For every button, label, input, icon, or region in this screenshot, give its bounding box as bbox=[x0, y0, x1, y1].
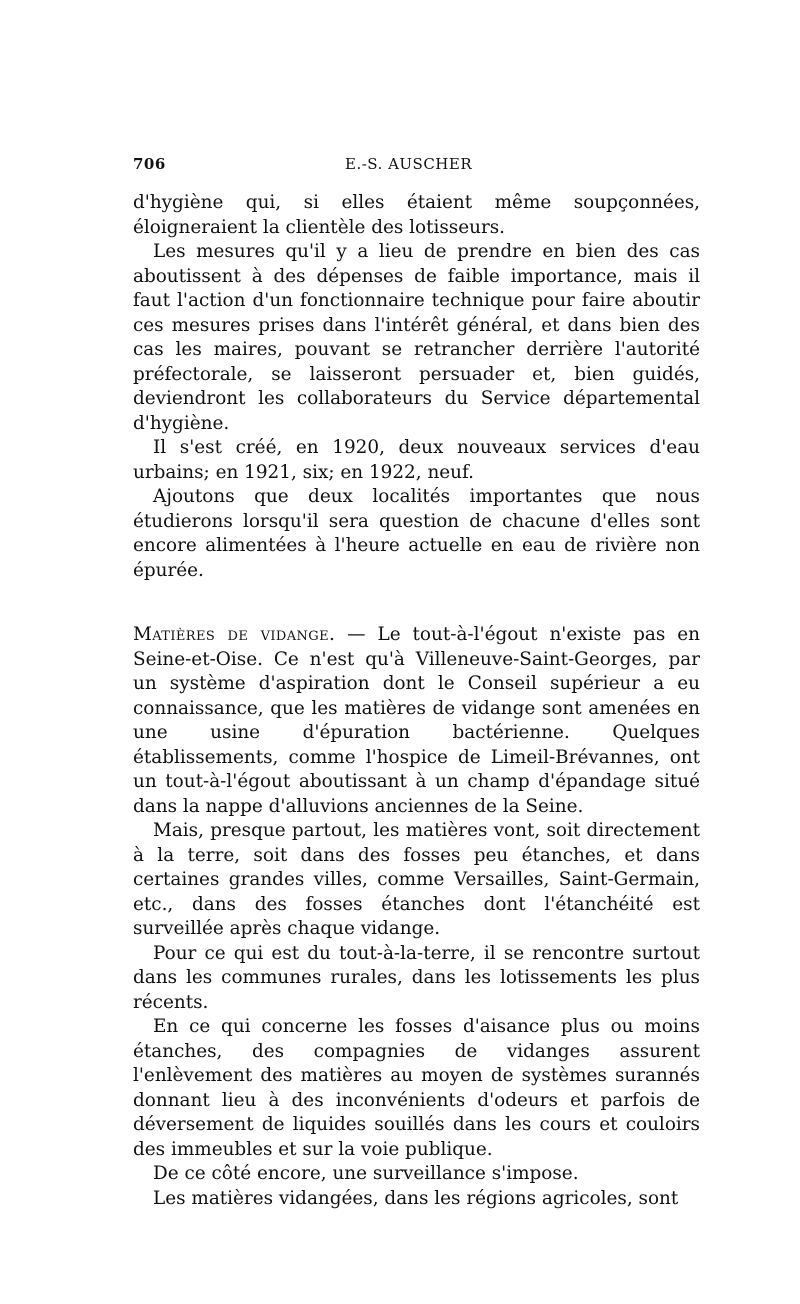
paragraph: Les matières vidangées, dans les régions agricoles, sont bbox=[153, 1187, 679, 1209]
section-heading: Matières de vidange. bbox=[133, 624, 336, 645]
section-text: — Le tout-à-l'égout n'existe pas en Seine-et-Oise. Ce n'est qu'à Villeneuve-Saint-Georges, par un système d'aspiration dont le Conseil supérieur a eu connaissance, que les matières de vidange sont amenées en une usine d'épuration bactérienne. Quelques établissements, comme l'hospice de Limeil-Brévannes, ont un tout-à-l'égout aboutissant à un champ d'épandage situé dans la nappe d'alluvions anciennes de la Seine. bbox=[133, 624, 700, 817]
paragraph: Ajoutons que deux localités importantes que nous étudierons lorsqu'il sera question de chacune d'elles sont encore alimentées à l'heure actuelle en eau de rivière non épurée. bbox=[133, 486, 700, 581]
paragraph: Les mesures qu'il y a lieu de prendre en bien des cas aboutissent à des dépenses de faible importance, mais il faut l'action d'un fonctionnaire technique pour faire aboutir ces mesures prises dans l'intérêt général, et dans bien des cas les maires, pouvant se retrancher derrière l'autorité préfectorale, se laisseront persuader et, bien guidés, deviendront les collaborateurs du Service départemental d'hygiène. bbox=[133, 241, 700, 434]
paragraph: De ce côté encore, une surveillance s'impose. bbox=[153, 1163, 579, 1184]
paragraph-continuation: d'hygiène qui, si elles étaient même soupçonnées, éloigneraient la clientèle des lotisseurs. bbox=[133, 192, 700, 238]
body-text bbox=[133, 191, 700, 1211]
paragraph: En ce qui concerne les fosses d'aisance plus ou moins étanches, des compagnies de vidanges assurent l'enlèvement des matières au moyen de systèmes surannés donnant lieu à des inconvénients d'odeurs et parfois de déversement de liquides souillés dans les cours et couloirs des immeubles et sur la voie publique. bbox=[133, 1016, 700, 1160]
section-paragraph bbox=[133, 623, 700, 819]
page-number: 706 bbox=[133, 155, 166, 173]
paragraph: Mais, presque partout, les matières vont, soit directement à la terre, soit dans des fosses peu étanches, et dans certaines grandes villes, comme Versailles, Saint-Germain, etc., dans des fosses étanches dont l'étanchéité est surveillée après chaque vidange. bbox=[133, 820, 700, 939]
paragraph: Pour ce qui est du tout-à-la-terre, il se rencontre surtout dans les communes rurales, dans les lotissements les plus récents. bbox=[133, 942, 700, 1013]
paragraph: Il s'est créé, en 1920, deux nouveaux services d'eau urbains; en 1921, six; en 1922, neuf. bbox=[133, 437, 700, 483]
page-header bbox=[133, 155, 700, 181]
running-head: E.-S. AUSCHER bbox=[345, 155, 473, 173]
